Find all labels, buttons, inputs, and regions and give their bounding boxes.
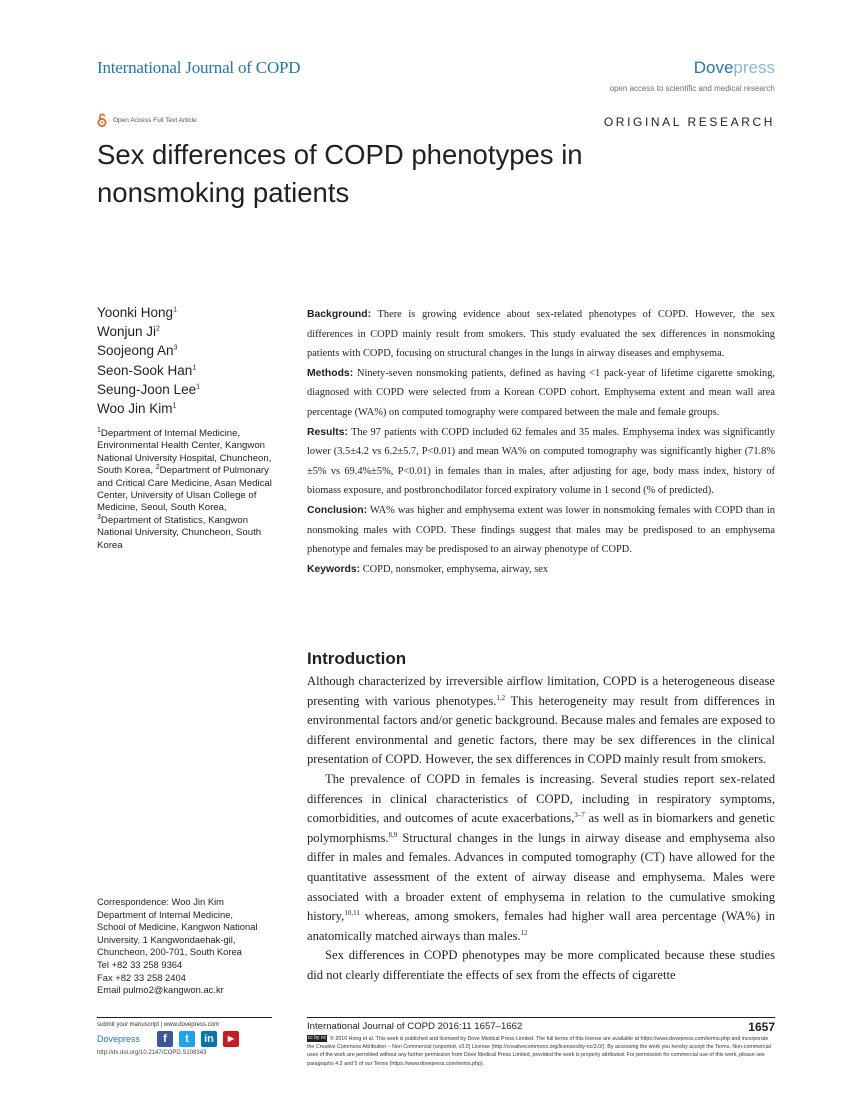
open-access-icon — [97, 113, 107, 127]
youtube-icon[interactable]: ▶ — [223, 1031, 239, 1047]
open-access-row — [97, 113, 197, 127]
affiliations — [97, 428, 282, 552]
footer-citation: International Journal of COPD 2016:11 1657–1662 — [307, 1021, 523, 1032]
affiliation: $^2$Department of Pulmonary and Critical Care Medicine, Asan Medical Center, University of Ulsan College of Medicine, Seoul, South Korea, — [97, 464, 272, 514]
correspondence-line: Correspondence: Woo Jin Kim — [97, 896, 224, 907]
abstract-conclusion: Conclusion: WA% was higher and emphysema extent was lower in nonsmoking females with COPD than in nonsmoking males with COPD. These findings suggest that males may be predisposed to an emphysema phenotype and females may be predisposed to an airway phenotype of COPD. — [307, 504, 775, 556]
footer-divider-right — [307, 1017, 775, 1018]
footer-divider-left — [97, 1017, 272, 1018]
page-number: 1657 — [748, 1020, 775, 1034]
article-type: ORIGINAL RESEARCH — [603, 115, 775, 129]
citation-ref[interactable]: 3–7 — [574, 810, 585, 819]
citation-ref[interactable]: 10,11 — [344, 908, 360, 917]
facebook-icon[interactable]: f — [157, 1031, 173, 1047]
introduction-body — [307, 672, 775, 986]
linkedin-icon[interactable]: in — [201, 1031, 217, 1047]
article-title-line-1: Sex differences of COPD phenotypes in — [97, 139, 583, 170]
correspondence-line: Chuncheon, 200-701, South Korea — [97, 946, 242, 958]
author: Woo Jin Kim$^1$ — [97, 401, 177, 417]
publisher-logo — [694, 58, 775, 78]
abstract-results: Results: The 97 patients with COPD included 62 females and 35 males. Emphysema index was significantly lower (3.5±4.2 vs 6.2±5.7, P<0.01) and mean WA% on computed tomography was significantly higher (71.8%±5% vs 69.4%±5%, P<0.01) in females than in males, after adjusting for age, body mass index, history of biomass exposure, and postbronchodilator forced expiratory volume in 1 second (% of predicted). — [307, 426, 775, 497]
correspondence-line: Fax +82 33 258 2404 — [97, 971, 186, 983]
correspondence — [97, 896, 287, 997]
citation-ref[interactable]: 12 — [520, 928, 528, 937]
doi-link[interactable]: http://dx.doi.org/10.2147/COPD.S108343 — [97, 1050, 207, 1056]
paragraph: The prevalence of COPD in females is increasing. Several studies report sex-related differences in clinical characteristics of COPD, including in respiratory symptoms, comorbidities, and outcomes of acute exacerbations,$^{3-7}$ as well as in biomarkers and genetic polymorphisms.$^{8,9}$ Structural changes in the lungs in airway disease and emphysema also differ in males and females. Advances in computed tomography (CT) have allowed for the quantitative assessment of the extent of airway disease and emphysema. Males were associated with a broader extent of emphysema in relation to the cumulative smoking history,$^{10,11}$ whereas, among smokers, females had higher wall area percentage (WA%) in anatomically matched airways than males.$^{12}$ — [307, 771, 775, 943]
license-text: © 2016 Hong et al. This work is published and licensed by Dove Medical Press Limited. The full terms of this license are available at https://www.dovepress.com/terms.php and incorporate the Creative Commons Attribution – Non Commercial (unported, v3.0) License (http://creativecommons.org/licenses/by-nc/3.0/). By accessing the work you hereby accept the Terms. Non-commercial uses of the work are permitted without any further permission from Dove Medical Press Limited, provided the work is properly attributed. For permission for commercial use of this work, please see paragraphs 4.2 and 5 of our Terms (https://www.dovepress.com/terms.php). — [307, 1036, 771, 1067]
correspondence-email[interactable]: Email pulmo2@kangwon.ac.kr — [97, 984, 224, 996]
abstract — [307, 305, 775, 579]
affiliation: $^3$Department of Statistics, Kangwon National University, Chuncheon, South Korea — [97, 513, 262, 551]
abstract-background: Background: There is growing evidence about sex-related phenotypes of COPD. However, the sex differences in COPD mainly result from smokers. This study evaluated the sex differences in nonsmoking patients with COPD, focusing on structural changes in the lungs in airway diseases and emphysema. — [307, 309, 775, 360]
twitter-icon[interactable]: t — [179, 1031, 195, 1047]
correspondence-line: Department of Internal Medicine, — [97, 908, 234, 920]
article-title-line-2: nonsmoking patients — [97, 177, 350, 208]
open-access-label: Open Access Full Text Article — [113, 116, 197, 124]
author-list — [97, 303, 200, 418]
citation-ref[interactable]: 8,9 — [388, 830, 398, 839]
author: Wonjun Ji$^2$ — [97, 324, 160, 340]
social-links — [157, 1031, 239, 1047]
correspondence-line: Tel +82 33 258 9364 — [97, 958, 183, 970]
publisher-logo-suffix: press — [733, 58, 775, 77]
author: Soojeong An$^3$ — [97, 343, 178, 359]
author: Yoonki Hong$^1$ — [97, 305, 177, 320]
publisher-tagline: open access to scientific and medical research — [609, 84, 775, 93]
article-title — [97, 136, 717, 212]
paragraph: Sex differences in COPD phenotypes may be more complicated because these studies did not clearly differentiate the effects of sex from the effects of cigarette — [307, 948, 775, 982]
license-notice — [307, 1035, 775, 1068]
submit-manuscript-link[interactable]: submit your manuscript | www.dovepress.com — [97, 1022, 219, 1028]
paragraph: Although characterized by irreversible airflow limitation, COPD is a heterogeneous disease presenting with various phenotypes.$^{1,2}$ This heterogeneity may result from differences in environmental factors and/or genetic background. Because males and females are exposed to different environmental and genetic factors, there may be sex differences in the clinical presentation of COPD. However, the sex differences in COPD mainly result from smokers. — [307, 674, 775, 767]
abstract-keywords: Keywords: COPD, nonsmoker, emphysema, airway, sex — [307, 563, 549, 575]
creative-commons-badge: cc by nc — [307, 1035, 327, 1042]
section-heading-introduction: Introduction — [307, 649, 407, 668]
publisher-logo-main: Dove — [693, 58, 734, 77]
citation-ref[interactable]: 1,2 — [496, 693, 506, 702]
author: Seung-Joon Lee$^1$ — [97, 381, 200, 397]
author: Seon-Sook Han$^1$ — [97, 362, 197, 378]
abstract-methods: Methods: Ninety-seven nonsmoking patients, defined as having <1 pack-year of lifetime cigarette smoking, diagnosed with COPD were selected from a Korean COPD cohort. Emphysema extent and mean wall area percentage (WA%) on computed tomography were compared between the male and female groups. — [307, 367, 775, 418]
affiliation: $^1$Department of Internal Medicine, Environmental Health Center, Kangwon National University Hospital, Chuncheon, South Korea, — [97, 426, 272, 477]
dovepress-footer-logo: Dovepress — [97, 1034, 141, 1044]
correspondence-line: University, 1 Kangwondaehak-gil, — [97, 933, 236, 945]
journal-title: International Journal of COPD — [97, 58, 301, 77]
correspondence-line: School of Medicine, Kangwon National — [97, 921, 258, 933]
